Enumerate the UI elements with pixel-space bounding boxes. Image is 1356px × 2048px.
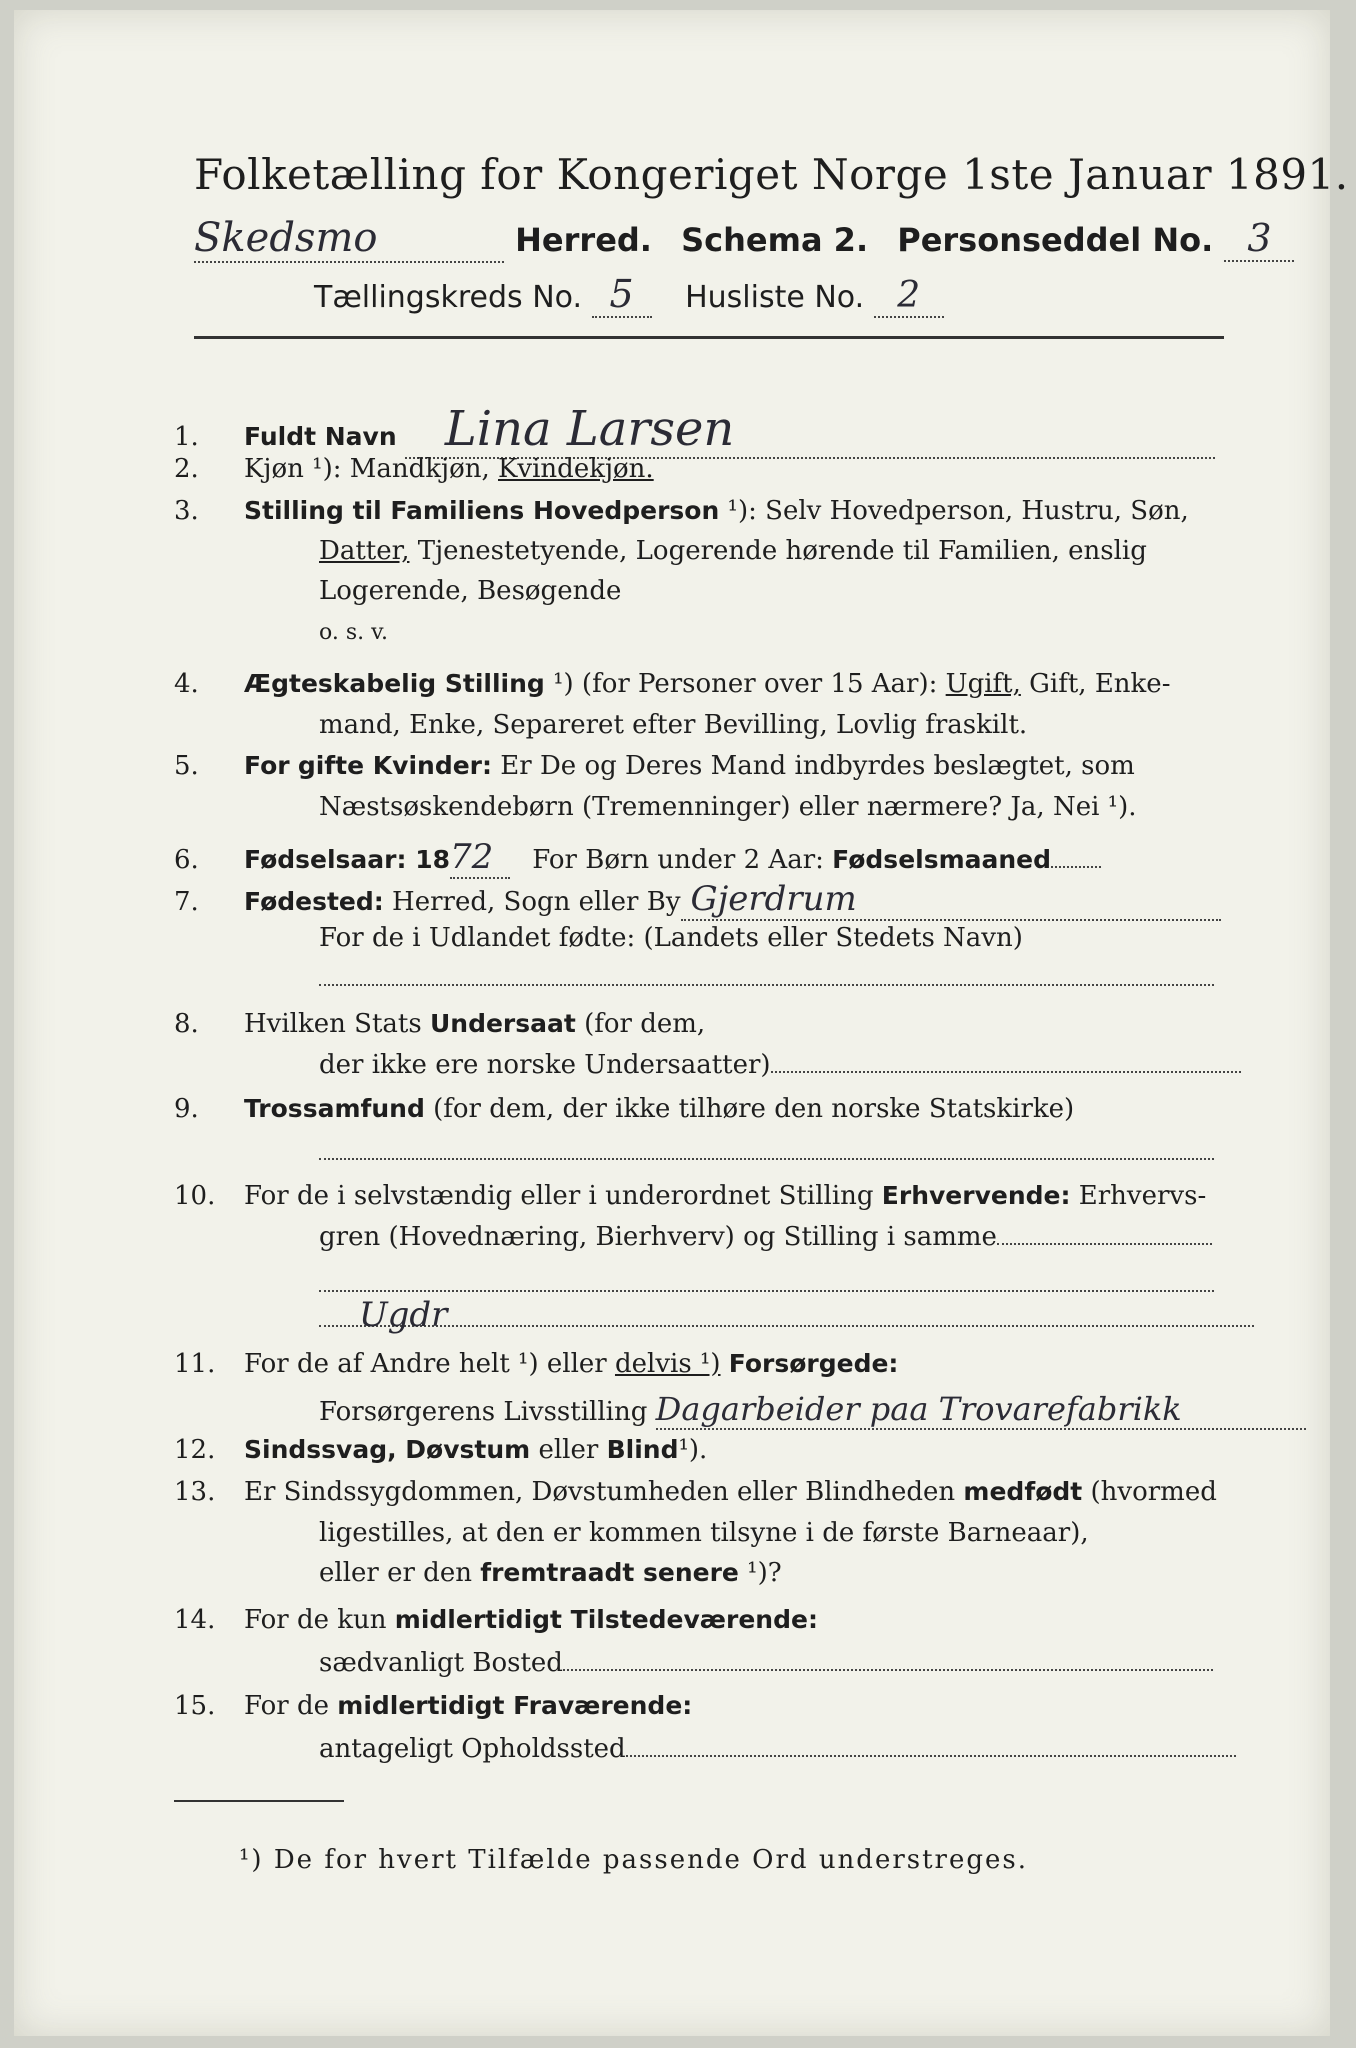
q10-blank-line-2	[319, 1295, 1254, 1335]
q1-label: Fuldt Navn	[244, 422, 397, 451]
q11-number: 11.	[174, 1349, 216, 1379]
q6-value: 72	[450, 838, 510, 879]
kreds-label: Tællingskreds No.	[314, 280, 582, 315]
q7-label: Fødested:	[244, 887, 384, 916]
q9-label: Trossamfund	[244, 1094, 425, 1123]
q12-number: 12.	[174, 1435, 216, 1465]
q6-label: Fødselsaar: 18	[244, 845, 450, 874]
q15-blank	[626, 1755, 1236, 1757]
q12-text: eller	[538, 1435, 599, 1465]
question-4	[174, 670, 1234, 700]
q4-underlined: Ugift,	[945, 669, 1021, 699]
question-3-cont-1	[319, 536, 1147, 566]
question-15-cont	[319, 1734, 1236, 1764]
q14-blank	[563, 1669, 1213, 1671]
q14-text-1: For de kun	[244, 1605, 387, 1635]
q14-label: midlertidigt Tilstedeværende:	[394, 1605, 818, 1634]
q5-text-2: Næstsøskendebørn (Tremenninger) eller nærmere? Ja, Nei ¹).	[319, 792, 1137, 822]
question-10	[174, 1182, 1234, 1212]
header-line-kreds	[314, 272, 1134, 322]
q6-blank	[1051, 866, 1101, 868]
q13-text-1: Er Sindssygdommen, Døvstumheden eller Blindheden	[244, 1477, 956, 1507]
personseddel-label: Personseddel No.	[897, 221, 1214, 259]
question-8	[174, 1010, 1234, 1040]
question-13-cont	[319, 1558, 782, 1588]
q3-text-1: ¹): Selv Hovedperson, Hustru, Søn,	[727, 496, 1189, 526]
q4-number: 4.	[174, 669, 199, 699]
q5-number: 5.	[174, 751, 199, 781]
q10-label: Erhvervende:	[881, 1181, 1071, 1210]
q5-label-1: For	[244, 751, 290, 780]
q8-label-2: Undersaat	[429, 1009, 576, 1038]
q4-label: Ægteskabelig Stilling	[244, 669, 545, 698]
footnote-divider	[174, 1800, 344, 1802]
q9-text: (for dem, der ikke tilhøre den norske Statskirke)	[433, 1094, 1075, 1124]
q12-label: Sindssvag, Døvstum	[244, 1435, 531, 1464]
q10-blank-line-1	[319, 1260, 1214, 1292]
q11-text-2: Forsørgerens Livsstilling	[319, 1397, 648, 1427]
q4-text-1: ¹) (for Personer over 15 Aar):	[553, 669, 938, 699]
q5-text-1: Er De og Deres Mand indbyrdes beslægtet, som	[500, 751, 1135, 781]
q8-number: 8.	[174, 1009, 199, 1039]
header-divider	[194, 336, 1224, 339]
question-15	[174, 1692, 1234, 1722]
q13-label: medfødt	[963, 1477, 1083, 1506]
q3-number: 3.	[174, 496, 199, 526]
q2-label: Kjøn ¹): Mandkjøn,	[244, 454, 490, 484]
q11-underlined: delvis ¹)	[614, 1349, 721, 1379]
q6-number: 6.	[174, 845, 199, 875]
herred-label: Herred.	[515, 221, 652, 259]
q14-text-2: sædvanligt Bosted	[319, 1648, 563, 1678]
q9-number: 9.	[174, 1094, 199, 1124]
question-6	[174, 838, 1234, 879]
q13-text-2: ligestilles, at den er kommen tilsyne i de første Barneaar),	[319, 1518, 1089, 1548]
question-2	[174, 455, 1234, 485]
q15-number: 15.	[174, 1691, 216, 1721]
q7-value: Gjerdrum	[681, 880, 1221, 921]
q12-label-2: Blind	[606, 1435, 679, 1464]
question-8-cont	[319, 1050, 1241, 1080]
q1-number: 1.	[174, 422, 199, 452]
question-13	[174, 1478, 1234, 1508]
q4-text-2: Gift, Enke-	[1029, 669, 1171, 699]
q15-text-2: antageligt Opholdssted	[319, 1734, 626, 1764]
q2-number: 2.	[174, 454, 199, 484]
question-14	[174, 1606, 1234, 1636]
q10-text-1: For de i selvstændig eller i underordnet Stilling	[244, 1181, 874, 1211]
question-9	[174, 1095, 1234, 1125]
question-7	[174, 880, 1234, 921]
q3-text-3: Logerende, Besøgende	[319, 576, 622, 606]
q13-text-3a: eller er den	[319, 1558, 472, 1588]
q3-label: Stilling til Familiens Hovedperson	[244, 496, 720, 525]
question-12	[174, 1436, 1234, 1466]
schema-label: Schema 2.	[681, 221, 869, 259]
q15-text-1: For de	[244, 1691, 329, 1721]
q8-label-1: Hvilken Stats	[244, 1009, 422, 1039]
q3-text-4: o. s. v.	[319, 620, 388, 645]
q10-blank	[997, 1243, 1212, 1245]
q11-label: Forsørgede:	[728, 1349, 899, 1378]
q8-text-2: der ikke ere norske Undersaatter)	[319, 1050, 771, 1080]
q9-blank-line	[319, 1130, 1214, 1160]
q5-label-2: gifte Kvinder:	[297, 751, 493, 780]
q14-number: 14.	[174, 1605, 216, 1635]
q12-text-2: ¹).	[678, 1435, 708, 1465]
q11-text-1: For de af Andre helt ¹) eller	[244, 1349, 607, 1379]
q6-text: For Børn under 2 Aar:	[532, 845, 824, 875]
q3-text-2: Tjenestetyende, Logerende hørende til Familien, enslig	[417, 536, 1147, 566]
q10-number: 10.	[174, 1181, 216, 1211]
husliste-value: 2	[874, 275, 944, 318]
q13-text-1b: (hvormed	[1090, 1477, 1217, 1507]
q10-value: Ugdr	[359, 1295, 448, 1335]
q13-number: 13.	[174, 1477, 216, 1507]
question-3	[174, 497, 1234, 527]
q7-text: Herred, Sogn eller By	[392, 887, 681, 917]
kreds-value: 5	[592, 272, 652, 318]
husliste-label: Husliste No.	[685, 280, 865, 315]
q3-underlined: Datter,	[319, 536, 410, 566]
q7-blank-line	[319, 960, 1214, 986]
q4-text-3: mand, Enke, Separeret efter Bevilling, Lovlig fraskilt.	[319, 710, 1028, 740]
q10-text-2: gren (Hovednæring, Bierhverv) og Stilling i samme	[319, 1222, 997, 1252]
q8-blank	[771, 1071, 1241, 1073]
q10-text-1b: Erhvervs-	[1078, 1181, 1207, 1211]
q1-value: Lina Larsen	[405, 402, 1215, 459]
question-10-cont	[319, 1222, 1212, 1252]
question-11	[174, 1350, 1234, 1380]
q15-label: midlertidigt Fraværende:	[337, 1691, 693, 1720]
personseddel-value: 3	[1224, 216, 1294, 262]
herred-value: Skedsmo	[194, 215, 504, 263]
header-line-herred	[194, 215, 1272, 265]
question-1	[174, 402, 1234, 459]
q2-underlined: Kvindekjøn.	[498, 454, 654, 484]
q8-text-1: (for dem,	[584, 1009, 706, 1039]
q13-label-2: fremtraadt senere	[480, 1558, 739, 1587]
form-title: Folketælling for Kongeriget Norge 1ste Januar 1891.	[194, 150, 1349, 199]
question-14-cont	[319, 1648, 1213, 1678]
q13-text-3b: ¹)?	[747, 1558, 782, 1588]
q7-text-2: For de i Udlandet fødte: (Landets eller Stedets Navn)	[319, 923, 1023, 953]
q11-value: Dagarbeider paa Trovarefabrikk	[656, 1390, 1306, 1430]
question-5	[174, 752, 1234, 782]
question-11-cont	[319, 1390, 1306, 1430]
footnote: ¹) De for hvert Tilfælde passende Ord understreges.	[239, 1845, 1029, 1875]
q7-number: 7.	[174, 887, 199, 917]
q6-label-2: Fødselsmaaned	[832, 845, 1052, 874]
census-form-sheet	[14, 10, 1349, 2036]
